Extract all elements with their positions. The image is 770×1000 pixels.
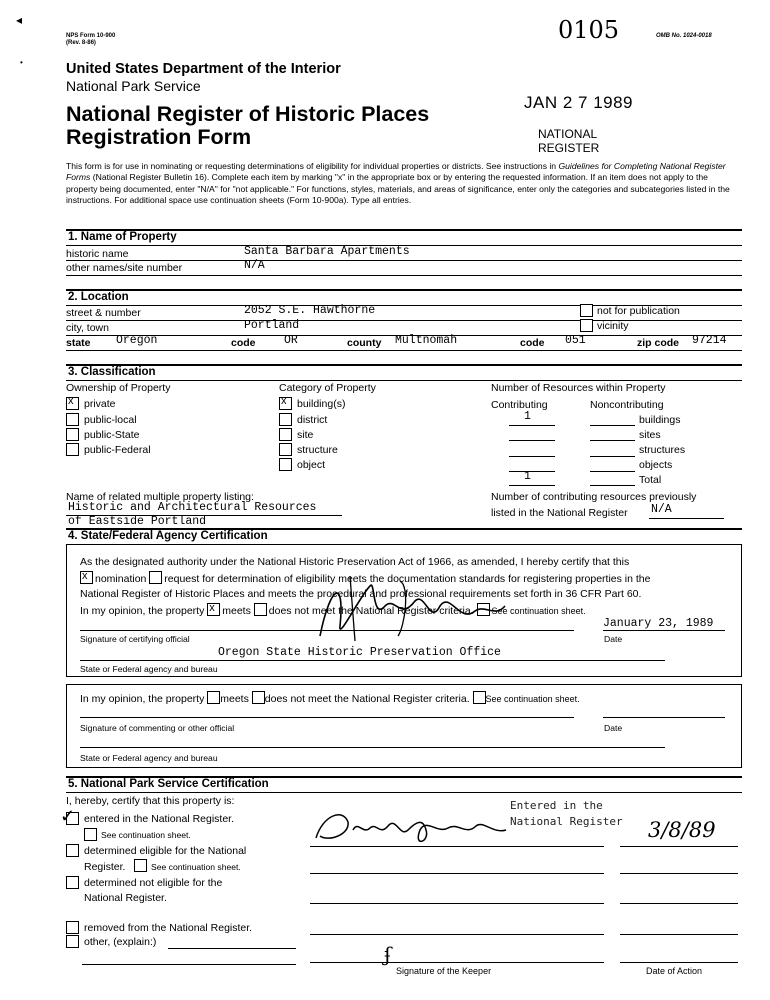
ownership-option: public-State	[84, 429, 140, 441]
category-option: district	[297, 414, 328, 426]
rule	[603, 717, 725, 718]
rule	[620, 934, 738, 935]
rule	[310, 934, 604, 935]
signature-label: Signature of certifying official	[80, 634, 190, 644]
ownership-option: public-local	[84, 414, 137, 426]
state-field[interactable]: Oregon	[116, 334, 158, 347]
category-option: site	[297, 429, 314, 441]
rule	[509, 440, 555, 441]
state-label: state	[66, 337, 91, 349]
section5-heading: 5. National Park Service Certification	[68, 778, 269, 790]
certification-line1: As the designated authority under the National Historic Preservation Act of 1966, as amended, I hereby certify that this	[80, 556, 630, 568]
rule	[310, 903, 604, 904]
ownership-heading: Ownership of Property	[66, 382, 171, 394]
eligible-continuation-checkbox[interactable]	[134, 859, 147, 872]
previously-listed-label2: listed in the National Register	[491, 507, 628, 519]
street-label: street & number	[66, 307, 141, 319]
rule	[649, 518, 724, 519]
rule	[310, 962, 604, 963]
multiple-listing-line1[interactable]: Historic and Architectural Resources	[68, 501, 317, 514]
not-eligible-label2: National Register.	[84, 892, 167, 904]
vicinity-label: vicinity	[597, 320, 629, 332]
commenting-date-label: Date	[604, 723, 623, 733]
form-id: NPS Form 10-900	[66, 33, 116, 39]
commenting-does-not-meet-checkbox[interactable]	[252, 691, 265, 704]
category-building-checkbox[interactable]: x	[279, 397, 292, 410]
rule	[509, 471, 555, 472]
rule	[620, 846, 738, 847]
rule	[590, 456, 635, 457]
contributing-total-value[interactable]: 1	[524, 470, 531, 483]
commenting-continuation-checkbox[interactable]	[473, 691, 486, 704]
previously-listed-value[interactable]: N/A	[651, 503, 672, 516]
zip-field[interactable]: 97214	[692, 334, 727, 347]
contributing-buildings-value[interactable]: 1	[524, 410, 531, 423]
certification-line4: In my opinion, the property x meets does not meet the National Register criteria. See continuation sheet.	[80, 601, 586, 617]
commenting-signature-label: Signature of commenting or other official	[80, 723, 235, 733]
rule	[80, 660, 665, 661]
omb-number: OMB No. 1024-0018	[656, 33, 712, 39]
state-code-label: code	[231, 337, 256, 349]
county-label: county	[347, 337, 382, 349]
ownership-public-state-checkbox[interactable]	[66, 428, 79, 441]
category-heading: Category of Property	[279, 382, 376, 394]
request-checkbox[interactable]	[149, 571, 162, 584]
certification-date-field[interactable]: January 23, 1989	[603, 617, 714, 630]
city-label: city, town	[66, 322, 109, 334]
historic-name-label: historic name	[66, 248, 129, 260]
resource-type: objects	[639, 459, 673, 471]
ownership-public-federal-checkbox[interactable]	[66, 443, 79, 456]
agency-name: National Park Service	[66, 78, 201, 94]
certification-line3: National Register of Historic Places and meets the procedural and professional requirements set forth in 36 CFR Part 60.	[80, 588, 642, 600]
signature-scribble-icon	[308, 800, 528, 850]
street-field[interactable]: 2052 S.E. Hawthorne	[244, 304, 376, 317]
determined-eligible-checkbox[interactable]	[66, 844, 79, 857]
section4-heading: 4. State/Federal Agency Certification	[68, 530, 268, 542]
not-eligible-label: determined not eligible for the	[84, 877, 223, 889]
rule	[82, 964, 296, 965]
rule	[603, 630, 725, 631]
city-field[interactable]: Portland	[244, 319, 300, 332]
rule	[590, 425, 635, 426]
determined-eligible-label2: Register.	[84, 861, 126, 873]
page-subtitle: Registration Form	[66, 125, 252, 149]
commenting-opinion-line: In my opinion, the property meets does not meet the National Register criteria. See continuation sheet.	[80, 693, 580, 705]
ownership-private-checkbox[interactable]: x	[66, 397, 79, 410]
removed-label: removed from the National Register.	[84, 922, 253, 934]
other-checkbox[interactable]	[66, 935, 79, 948]
date-label: Date	[604, 634, 623, 644]
rule	[80, 717, 574, 718]
punch-mark-icon: ◂	[16, 13, 23, 27]
determined-eligible-label: determined eligible for the National	[84, 845, 247, 857]
rule	[310, 873, 604, 874]
rule	[66, 792, 742, 793]
rule	[620, 873, 738, 874]
rule	[509, 456, 555, 457]
other-names-label: other names/site number	[66, 262, 183, 274]
rule	[620, 903, 738, 904]
rule	[310, 846, 604, 847]
received-stamp-line1: NATIONAL	[538, 127, 598, 141]
initial-mark-icon: ʄ	[384, 942, 392, 966]
resource-type: buildings	[639, 414, 681, 426]
nps-intro: I, hereby, certify that this property is:	[66, 795, 235, 807]
state-code-field[interactable]: OR	[284, 334, 298, 347]
vicinity-checkbox[interactable]	[580, 319, 593, 332]
not-for-publication-checkbox[interactable]	[580, 304, 593, 317]
received-stamp-date: JAN 2 7 1989	[524, 93, 634, 112]
category-district-checkbox[interactable]	[279, 413, 292, 426]
resource-type: structures	[639, 444, 686, 456]
category-object-checkbox[interactable]	[279, 458, 292, 471]
rule	[66, 380, 742, 381]
rule	[66, 350, 742, 351]
rule	[66, 260, 742, 261]
section1-heading: 1. Name of Property	[68, 231, 177, 243]
does-not-meet-checkbox[interactable]	[254, 603, 267, 616]
commenting-agency-label: State or Federal agency and bureau	[80, 753, 218, 763]
action-date-field[interactable]: 3/8/89	[648, 818, 716, 842]
county-code-field[interactable]: 051	[565, 334, 586, 347]
form-rev: (Rev. 8-86)	[66, 40, 96, 46]
rule	[590, 440, 635, 441]
category-option: building(s)	[297, 398, 346, 410]
signature-scribble-icon	[300, 566, 510, 646]
other-names-field[interactable]: N/A	[244, 259, 265, 272]
section-divider	[66, 289, 742, 291]
date-of-action-label: Date of Action	[646, 966, 703, 976]
not-eligible-checkbox[interactable]	[66, 876, 79, 889]
section2-heading: 2. Location	[68, 291, 129, 303]
entered-continuation-label: See continuation sheet.	[101, 830, 191, 840]
rule	[80, 747, 665, 748]
entered-stamp-line1: Entered in the	[510, 799, 603, 812]
certifying-official-signature	[300, 566, 510, 646]
ownership-public-local-checkbox[interactable]	[66, 413, 79, 426]
meets-checkbox[interactable]: x	[207, 603, 220, 616]
multiple-listing-line2[interactable]: of Eastside Portland	[68, 515, 207, 528]
not-for-publication-label: not for publication	[597, 305, 680, 317]
rule	[509, 485, 555, 486]
commenting-meets-checkbox[interactable]	[207, 691, 220, 704]
rule	[590, 471, 635, 472]
keeper-signature-label: Signature of the Keeper	[396, 966, 492, 976]
section3-heading: 3. Classification	[68, 366, 156, 378]
punch-mark-icon: •	[20, 58, 23, 67]
noncontributing-heading: Noncontributing	[590, 399, 664, 411]
zip-label: zip code	[637, 337, 680, 349]
multiple-listing-label: Name of related multiple property listing:	[66, 491, 254, 503]
page-title: National Register of Historic Places	[66, 102, 430, 126]
rule	[509, 425, 555, 426]
resource-type: Total	[639, 474, 662, 486]
instructions-paragraph: This form is for use in nominating or requesting determinations of eligibility for individual properties or districts. See instructions in Guidelines for Completing National Register Forms (National Register Bulletin 16). Complete each item by marking "x" in the appropriate box or by entering the requested information. If an item does not apply to the property being documented, enter "N/A" for "not applicable." For functions, styles, materials, and areas of significance, enter only the categories and subcategories listed in the instructions. For additional space use continuation sheets (Form 10-900a). Type all entries.	[66, 161, 730, 206]
category-option: object	[297, 459, 326, 471]
contributing-heading: Contributing	[491, 399, 548, 411]
rule	[66, 320, 742, 321]
entered-continuation-checkbox[interactable]	[84, 828, 97, 841]
category-option: structure	[297, 444, 338, 456]
nomination-checkbox[interactable]: x	[80, 571, 93, 584]
handwritten-number: 0105	[558, 16, 620, 44]
checkmark-icon: ✓	[60, 806, 76, 826]
rule	[66, 275, 742, 276]
eligible-continuation-label: See continuation sheet.	[151, 862, 241, 872]
nomination-label: nomination	[95, 572, 147, 585]
ownership-option: private	[84, 398, 116, 410]
other-label: other, (explain:)	[84, 936, 157, 948]
rule	[168, 948, 296, 949]
agency-label: State or Federal agency and bureau	[80, 664, 218, 674]
category-site-checkbox[interactable]	[279, 428, 292, 441]
county-field[interactable]: Multnomah	[395, 334, 458, 347]
rule	[620, 962, 738, 963]
rule	[80, 630, 574, 631]
county-code-label: code	[520, 337, 545, 349]
historic-name-field[interactable]: Santa Barbara Apartments	[244, 245, 410, 258]
rule	[590, 485, 635, 486]
keeper-signature	[308, 800, 528, 850]
ownership-option: public-Federal	[84, 444, 151, 456]
resources-heading: Number of Resources within Property	[491, 382, 666, 394]
department-name: United States Department of the Interior	[66, 61, 341, 77]
previously-listed-label1: Number of contributing resources previously	[491, 491, 697, 503]
entered-label: entered in the National Register.	[84, 813, 235, 825]
removed-checkbox[interactable]	[66, 921, 79, 934]
agency-field[interactable]: Oregon State Historic Preservation Office	[218, 646, 501, 659]
category-structure-checkbox[interactable]	[279, 443, 292, 456]
section-divider	[66, 364, 742, 366]
resource-type: sites	[639, 429, 661, 441]
request-label: request for determination of eligibility meets the documentation standards for registering properties in the	[164, 572, 651, 585]
received-stamp-line2: REGISTER	[538, 141, 600, 155]
entered-stamp-line2: National Register	[510, 815, 623, 828]
